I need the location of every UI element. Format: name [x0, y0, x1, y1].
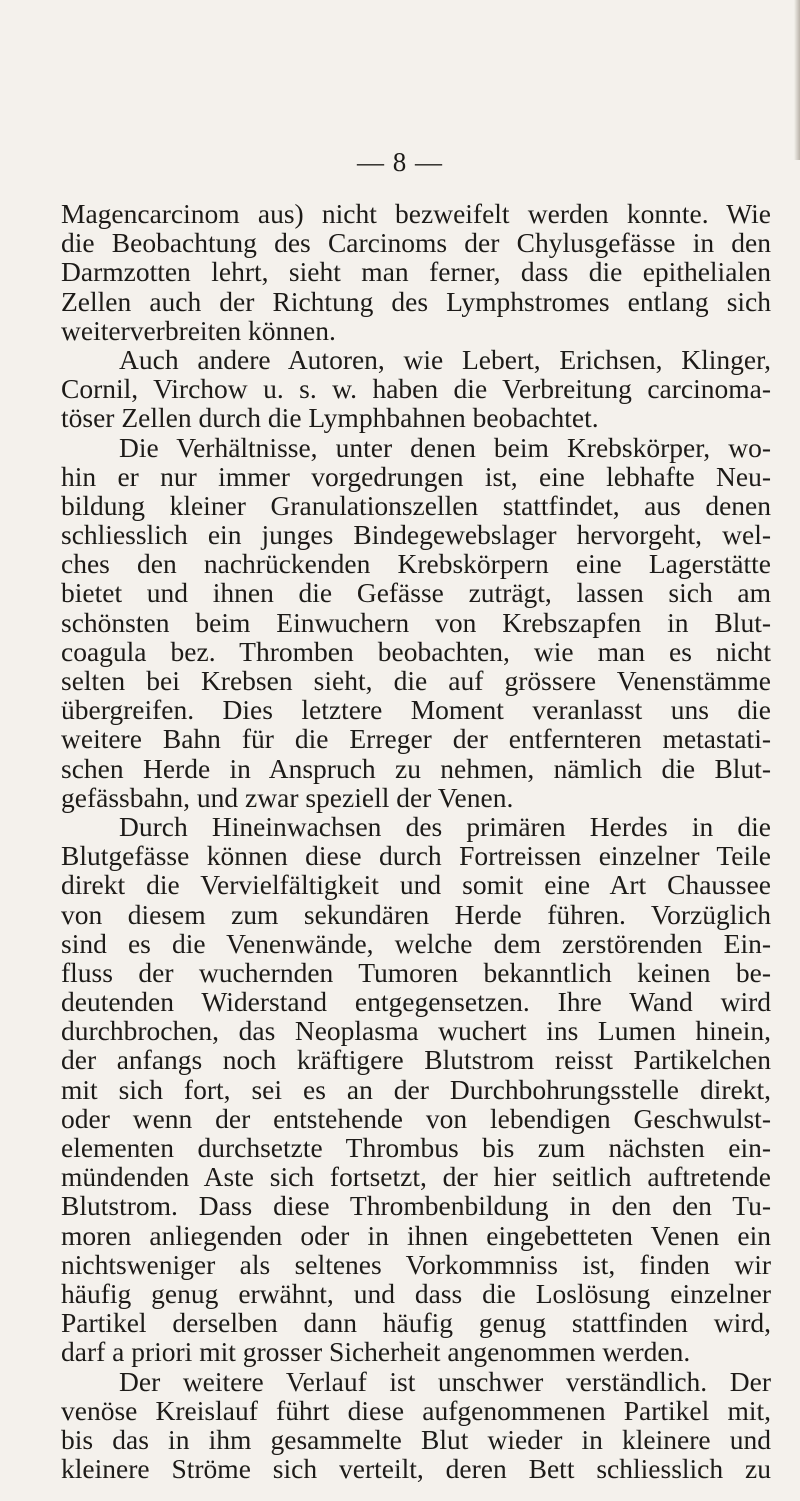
text-line: Durch Hineinwachsen des primären Herdes in die	[119, 810, 771, 842]
text-line: bildung kleiner Granulationszellen stattfindet, aus denen	[61, 489, 771, 521]
text-line: bietet und ihnen die Gefässe zuträgt, lassen sich am	[61, 577, 771, 609]
page-edge-shadow	[794, 0, 800, 160]
text-line: elementen durchsetzte Thrombus bis zum nächsten ein-	[61, 1132, 771, 1163]
text-line: coagula bez. Thromben beobachten, wie man es nicht	[61, 635, 771, 667]
text-line: Auch andere Autoren, wie Lebert, Erichsen, Klinger,	[119, 343, 771, 375]
text-line: Cornil, Virchow u. s. w. haben die Verbreitung carcinoma-	[61, 373, 771, 405]
text-line: mit sich fort, sei es an der Durchbohrungsstelle direkt,	[61, 1073, 771, 1105]
text-line: Die Verhältnisse, unter denen beim Krebskörper, wo-	[119, 431, 771, 463]
text-line: selten bei Krebsen sieht, die auf grössere Venenstämme	[61, 665, 771, 696]
text-line: schönsten beim Einwuchern von Krebszapfen in Blut-	[61, 606, 771, 638]
text-line: schliesslich ein junges Bindegewebslager hervorgeht, wel-	[61, 519, 771, 551]
text-line: die Beobachtung des Carcinoms der Chylusgefässe in den	[61, 227, 771, 259]
text-line: hin er nur immer vorgedrungen ist, eine lebhafte Neu-	[61, 460, 771, 492]
body-text	[61, 199, 771, 1483]
text-line: moren anliegenden oder in ihnen eingebetteten Venen ein	[61, 1219, 771, 1251]
text-line: Blutgefässe können diese durch Fortreissen einzelner Teile	[61, 840, 771, 872]
text-line: Partikel derselben dann häufig genug stattfinden wird,	[61, 1307, 771, 1339]
text-line: der anfangs noch kräftigere Blutstrom reisst Partikelchen	[61, 1044, 771, 1076]
text-line: weitere Bahn für die Erreger der entfernteren metastati-	[61, 723, 771, 755]
text-line: durchbrochen, das Neoplasma wuchert ins Lumen hinein,	[61, 1015, 771, 1047]
text-line: oder wenn der entstehende von lebendigen Geschwulst-	[61, 1102, 771, 1134]
text-line: Der weitere Verlauf ist unschwer verständlich. Der	[119, 1365, 771, 1397]
text-line: Magencarcinom aus) nicht bezweifelt werden konnte. Wie	[61, 198, 771, 229]
text-line: sind es die Venenwände, welche dem zerstörenden Ein-	[61, 927, 771, 959]
text-line: gefässbahn, und zwar speziell der Venen.	[61, 781, 514, 813]
text-line: bis das in ihm gesammelte Blut wieder in kleinere und	[61, 1423, 771, 1455]
text-line: Blutstrom. Dass diese Thrombenbildung in den den Tu-	[61, 1190, 771, 1222]
text-line: kleinere Ströme sich verteilt, deren Bett schliesslich zu	[61, 1453, 771, 1485]
text-line: Zellen auch der Richtung des Lymphstromes entlang sich	[61, 285, 771, 317]
text-line: deutenden Widerstand entgegensetzen. Ihre Wand wird	[61, 986, 771, 1018]
text-line: schen Herde in Anspruch zu nehmen, nämlich die Blut-	[61, 752, 771, 784]
text-line: häufig genug erwähnt, und dass die Loslösung einzelner	[61, 1277, 771, 1309]
text-line: venöse Kreislauf führt diese aufgenommenen Partikel mit,	[61, 1394, 771, 1426]
text-line: fluss der wuchernden Tumoren bekanntlich keinen be-	[61, 956, 771, 988]
text-line: mündenden Aste sich fortsetzt, der hier seitlich auftretende	[61, 1161, 771, 1193]
text-line: übergreifen. Dies letztere Moment veranlasst uns die	[61, 694, 771, 726]
text-line: direkt die Vervielfältigkeit und somit eine Art Chaussee	[61, 869, 771, 901]
text-line: weiterverbreiten können.	[61, 314, 336, 346]
text-line: Darmzotten lehrt, sieht man ferner, dass die epithelialen	[61, 256, 771, 288]
text-line: töser Zellen durch die Lymphbahnen beobachtet.	[61, 402, 599, 434]
text-line: nichtsweniger als seltenes Vorkommniss ist, finden wir	[61, 1248, 771, 1280]
text-line: darf a priori mit grosser Sicherheit angenommen werden.	[61, 1336, 691, 1368]
text-line: ches den nachrückenden Krebskörpern eine Lagerstätte	[61, 548, 771, 580]
text-line: von diesem zum sekundären Herde führen. Vorzüglich	[61, 898, 771, 930]
page-number: — 8 —	[357, 147, 443, 177]
